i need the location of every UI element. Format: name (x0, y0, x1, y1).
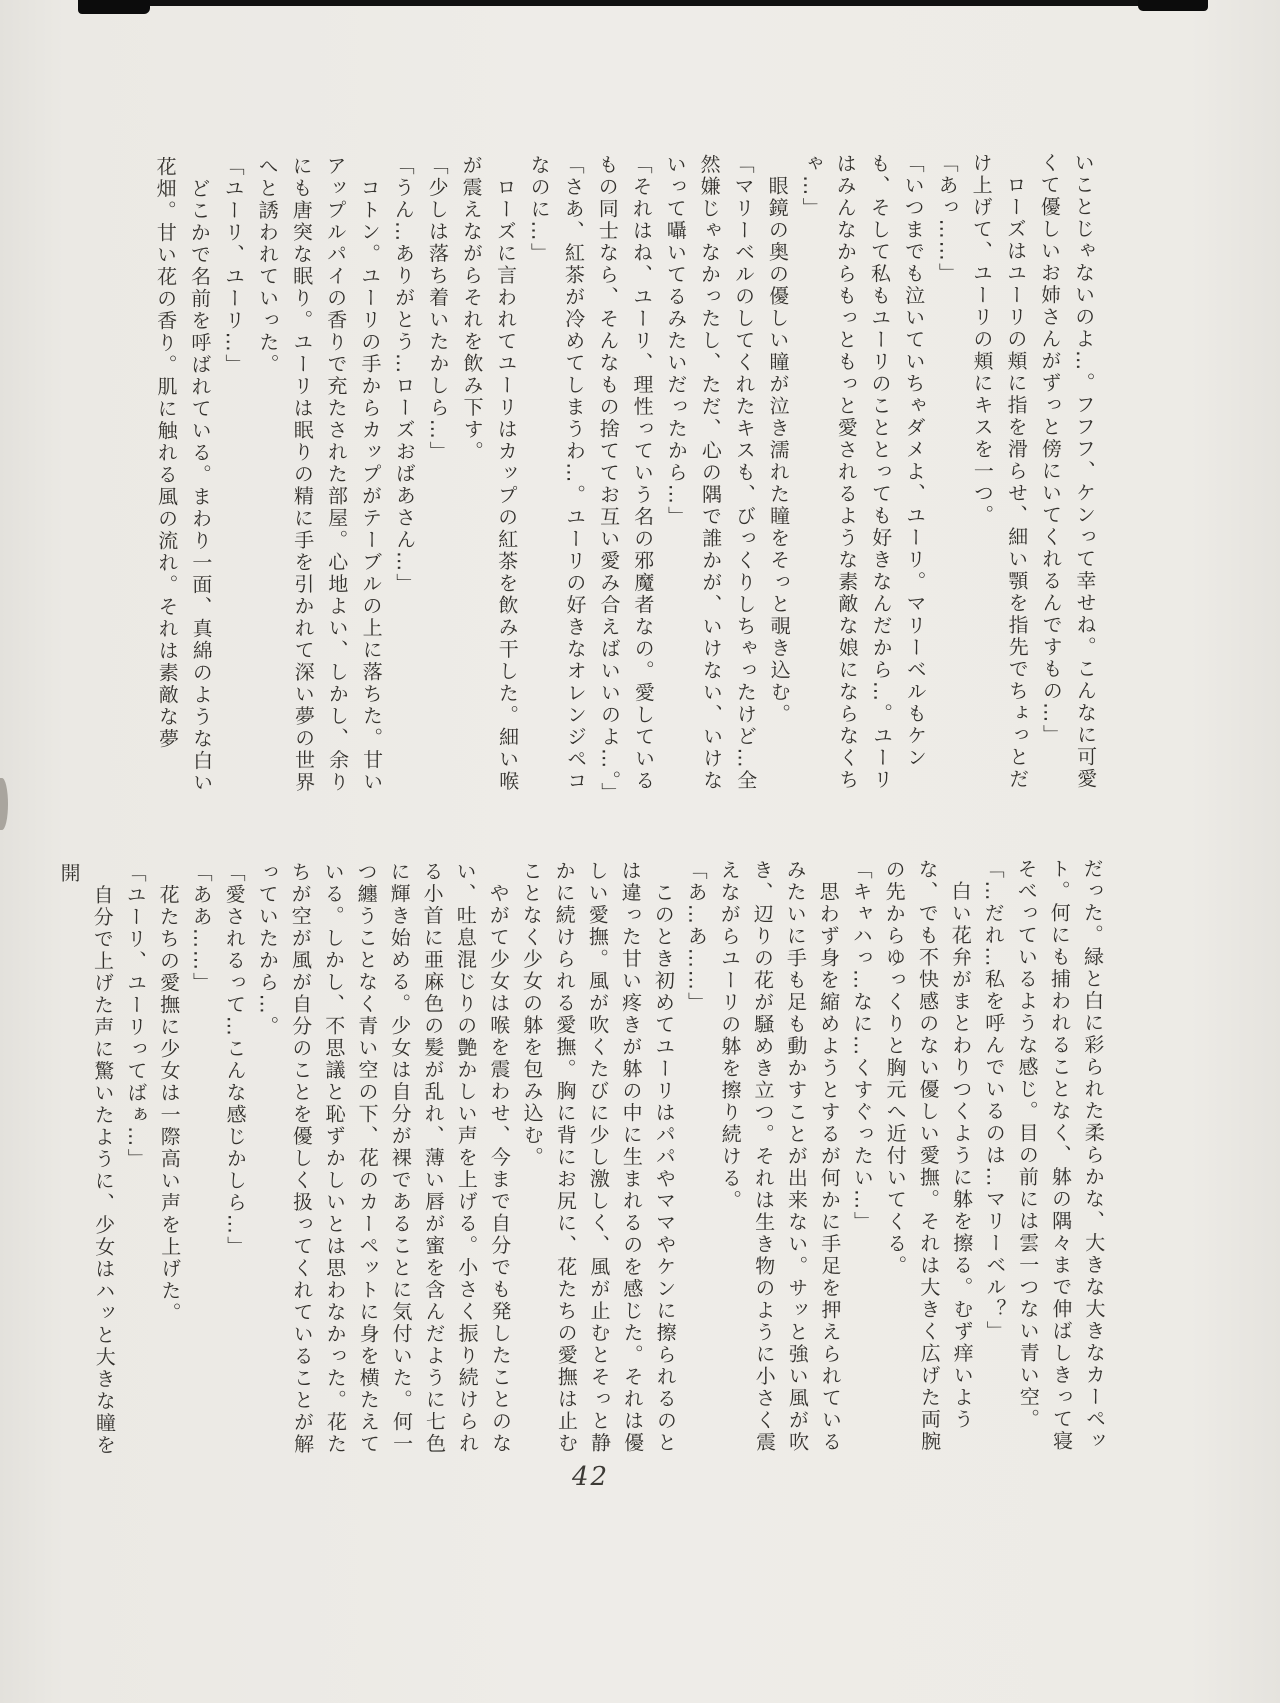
paragraph: やがて少女は喉を震わせ、今まで自分でも発したことのない、吐息混じりの艶かしい声を上げる。小さく振り続けられる小首に亜麻色の髪が乱れ、薄い唇が蜜を含んだように七色に輝き始める。少女は自分が裸であることに気付いた。何一つ纏うことなく青い空の下、花のカーペットに身を横たえている。しかし、不思議と恥ずかしいとは思わなかった。花たちが空が風が自分のことを優しく扱ってくれていることが解っていたから…。 (255, 860, 513, 1456)
paragraph: 「キャハっ…なに…くすぐったい…」 (849, 859, 875, 1234)
paragraph: 「少しは落ち着いたかしら…」 (425, 154, 451, 463)
paragraph: ローズに言われてユーリはカップの紅茶を飲み干した。細い喉が震えながらそれを飲み下す。 (459, 154, 520, 793)
paragraph: 思わず身を縮めようとするが何かに手足を押えられているみたいに手も足も動かすことが出来ない。サッと強い風が吹き、辺りの花が騒めき立つ。それは生き物のように小さく震えながらユーリの躰を擦り続ける。 (717, 859, 843, 1454)
lower-text-block (52, 858, 1111, 1463)
page-number: 42 (572, 1462, 610, 1492)
paragraph: 「愛されるって…こんな感じかしら…」 (222, 861, 248, 1258)
scan-edge-artifact-top (78, 0, 1208, 6)
paragraph: 眼鏡の奥の優しい瞳が泣き濡れた瞳をそっと覗き込む。 (765, 153, 792, 726)
paragraph: 自分で上げた声に驚いたように、少女はハッと大きな瞳を開 (57, 862, 117, 1457)
paragraph: ローズはユーリの頬に指を滑らせ、細い顎を指先でちょっとだけ上げて、ユーリの頬にキスを一つ。 (969, 152, 1030, 791)
upper-text-block (148, 152, 1103, 808)
paragraph: だった。緑と白に彩られた柔らかな、大きな大きなカーペット。何にも捕われることなく、躰の隅々まで伸ばしきって寝そべっているような感じ。目の前には雲一つない青い空。 (1014, 858, 1107, 1453)
paragraph: 白い花弁がまとわりつくように躰を擦る。むず痒いような、でも不快感のない優しい愛撫。それは大きく広げた両腕の先からゆっくりと胸元へ近付いてくる。 (882, 858, 975, 1453)
paragraph: 「ユーリ、ユーリってばぁ…」 (123, 862, 149, 1171)
paragraph: 「マリーベルのしてくれたキスも、びっくりしちゃったけど…全然嫌じゃなかったし、ただ、心の隅で誰かが、いけない、いけないって囁いてるみたいだったから…」 (663, 153, 758, 792)
scan-edge-artifact-left (78, 0, 150, 14)
paragraph: 「さあ、紅茶が冷めてしまうわ…。ユーリの好きなオレンジペコなのに…」 (527, 154, 588, 793)
scan-smudge-artifact (0, 778, 8, 830)
paragraph: 「それはね、ユーリ、理性っていう名の邪魔者なの。愛しているもの同士なら、そんなもの捨ててお互い愛み合えばいいのよ…。」 (595, 153, 656, 805)
paragraph: いことじゃないのよ…。フフフ、ケンって幸せね。こんなに可愛くて優しいお姉さんがずっと傍にいてくれるんですもの…」 (1037, 152, 1098, 791)
paragraph: 「…だれ…私を呼んでいるのは…マリーベル？」 (981, 858, 1008, 1343)
paragraph: 「あ…あ……」 (684, 859, 709, 1014)
paragraph: コトン。ユーリの手からカップがテーブルの上に落ちた。甘いアップルパイの香りで充たされた部屋。心地よい、しかし、余りにも唐突な眠り。ユーリは眠りの精に手を引かれて深い夢の世界へと誘われていった。 (255, 155, 384, 794)
paragraph: 「ユーリ、ユーリ…」 (221, 155, 246, 376)
scan-edge-artifact-right (1138, 0, 1208, 11)
paragraph: どこかで名前を呼ばれている。まわり一面、真綿のような白い花畑。甘い花の香り。肌に触れる風の流れ。それは素敵な夢 (153, 155, 214, 794)
paragraph: 「うん…ありがとう…ローズおばあさん…」 (391, 154, 417, 596)
paragraph: 花たちの愛撫に少女は一際高い声を上げた。 (156, 862, 183, 1325)
paragraph: 「あっ……」 (935, 152, 960, 285)
paragraph: 「いつまでも泣いていちゃダメよ、ユーリ。マリーベルもケンも、そして私もユーリのこととっても好きなんだから…。ユーリはみんなからもっともっと愛されるような素敵な娘にならなくちゃ…」 (799, 152, 928, 792)
paragraph: このとき初めてユーリはパパやママやケンに擦られるのとは違った甘い疼きが躰の中に生まれるのを感じた。それは優しい愛撫。風が吹くたびに少し激しく、風が止むとそっと静かに続けられる愛撫。胸に背にお尻に、花たちの愛撫は止むことなく少女の躰を包み込む。 (519, 859, 678, 1455)
paragraph: 「ああ……」 (189, 861, 214, 995)
